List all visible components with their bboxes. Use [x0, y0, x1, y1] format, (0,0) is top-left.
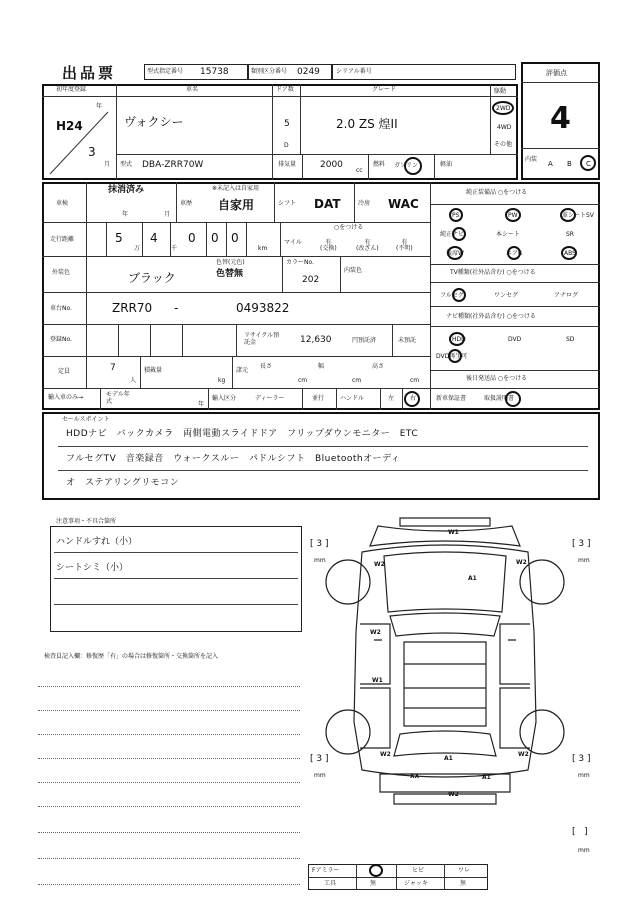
doors-value: 5	[284, 119, 290, 129]
handle-left: 左	[388, 395, 395, 402]
first-reg-month: 3	[88, 145, 96, 159]
equip-airbag: エアB	[506, 250, 523, 257]
recycle-status: 円預託済	[352, 337, 377, 344]
year-unit: 年	[96, 103, 103, 110]
drive-label: 駆動	[494, 88, 507, 95]
color-no-value: 202	[302, 275, 320, 285]
mileage-digit-3: 0	[188, 231, 196, 245]
navi-hdd: HDD	[452, 336, 466, 343]
sales-line-3: オ ステアリングリモコン	[66, 478, 180, 488]
mark-rear: A1	[444, 755, 453, 762]
fuel-circle	[404, 157, 422, 175]
equip-sr: SR	[566, 231, 574, 238]
mark-left-quarter: W2	[380, 751, 391, 758]
bt-mirror-circle	[369, 864, 383, 877]
interior-c: C	[586, 160, 591, 168]
navi-dvd: DVD	[508, 336, 522, 343]
grade-value: 2.0 ZS 煌II	[336, 117, 398, 131]
meter-circle-note: ○をつける	[334, 224, 364, 231]
note-line-2: シートシミ（小）	[56, 563, 129, 573]
interior-a: A	[548, 160, 553, 168]
dvd-play: DVD再生可	[436, 353, 468, 360]
handle-label: ハンドル	[340, 395, 365, 402]
man-unit: 万	[134, 245, 141, 252]
interior-color-label: 内装色	[344, 267, 363, 274]
capacity-value: 7	[110, 363, 116, 373]
bt-break-label: ワレ	[458, 867, 471, 874]
mileage-label: 走行距離	[50, 236, 75, 243]
tire-spare: [ ]	[572, 827, 588, 837]
mark-rear-bumper-a1: A1	[482, 774, 491, 781]
bt-crack-label: ヒビ	[412, 867, 425, 874]
mileage-digit-4: 0	[211, 231, 219, 245]
color-change-value: 色替無	[216, 269, 244, 279]
drive-2wd-circle	[492, 101, 514, 115]
height-cm: cm	[410, 377, 420, 384]
ac-value: WAC	[388, 197, 419, 211]
interior-c-circle	[580, 155, 596, 171]
mark-hood: A1	[468, 575, 477, 582]
tire-rl-unit: mm	[314, 772, 326, 779]
car-damage-diagram	[320, 512, 570, 812]
bt-jack-value: 無	[460, 880, 467, 887]
equip-pw: PW	[508, 212, 518, 219]
color-value: ブラック	[128, 271, 176, 285]
sales-line-2: フルセグTV 音楽録音 ウォークスルー パドルシフト Bluetoothオーディ	[66, 454, 401, 464]
capacity-unit: 人	[130, 377, 137, 384]
equip-navi: 純正ナビ	[440, 231, 465, 238]
diesel-label: 軽油	[440, 161, 453, 168]
import-label: 輸入車のみ→	[48, 394, 84, 401]
equip-leather-circle	[560, 208, 576, 222]
equip-leather: 革シートSV	[562, 212, 594, 219]
load-unit: kg	[218, 377, 226, 384]
equip-airbag-circle	[507, 246, 521, 260]
chassis-dash: -	[174, 301, 179, 315]
mileage-digit-5: 0	[231, 231, 239, 245]
mark-left-rear-door: W1	[372, 677, 383, 684]
shift-label: シフト	[278, 200, 297, 207]
mark-front-left-fender: W2	[374, 561, 385, 568]
equip-navi-circle	[452, 227, 466, 241]
equip-ps-circle	[449, 208, 463, 222]
reg-no-label: 登録No.	[50, 336, 72, 343]
mark-rear-bumper-xx: XX	[410, 773, 420, 780]
import-class-label: 輸入区分	[212, 395, 237, 402]
equip-abs-circle	[561, 246, 577, 260]
equip-rear-w: 後席W	[446, 250, 464, 257]
navi-title: ナビ種類(社外品含む) ○をつける	[446, 313, 536, 320]
mileage-digit-1: 5	[115, 231, 123, 245]
inspection-month-unit: 月	[164, 211, 171, 218]
inspection-label: 車検	[56, 200, 69, 207]
handle-right-circle	[404, 391, 420, 407]
meter-label: マイル	[284, 239, 302, 246]
tv-analog: アナログ	[554, 292, 579, 299]
width-cm: cm	[352, 377, 362, 384]
serial-label: シリアル番号	[336, 68, 372, 75]
tire-rl: [ 3 ]	[310, 754, 329, 764]
drive-2wd: 2WD	[496, 105, 511, 112]
chassis-prefix: ZRR70	[112, 301, 153, 315]
factory-equip-title: 純正装備品 ○をつける	[466, 189, 528, 196]
tv-fullseg: フルセグ	[440, 292, 464, 299]
month-unit: 月	[104, 161, 111, 168]
tire-fr: [ 3 ]	[572, 539, 591, 549]
class-value: 0249	[297, 67, 320, 77]
note-line-1: ハンドルすれ（小）	[56, 537, 138, 547]
displacement-label: 排気量	[278, 161, 297, 168]
doors-label: ドア数	[276, 86, 294, 93]
sales-points-label: セールスポイント	[62, 416, 110, 423]
navi-hdd-circle	[449, 332, 465, 346]
first-reg-label: 初年度登録	[56, 86, 87, 93]
inspection-value: 抹消済み	[108, 185, 145, 195]
equip-ps: PS	[452, 212, 460, 219]
after-warranty: 新車保証書	[436, 395, 467, 402]
model-year-unit: 年	[198, 401, 205, 408]
class-label: 類別区分番号	[251, 68, 288, 75]
mark-right-quarter: W2	[518, 751, 529, 758]
recycle-unpaid: 未預託	[398, 337, 417, 344]
mark-front-right-fender: W2	[516, 559, 527, 566]
handle-right: 右	[410, 395, 417, 402]
inspector-note: 検査員記入欄：修復歴「有」の場合は修復箇所・交換箇所を記入	[44, 653, 219, 660]
meter-opt-1: 有 (交換)	[320, 239, 337, 252]
navi-sd: SD	[566, 336, 575, 343]
capacity-label: 定員	[58, 368, 71, 375]
chassis-label: 車台No.	[50, 305, 72, 312]
equip-abs: ABS	[564, 250, 576, 257]
bt-tool-label: 工具	[324, 880, 337, 887]
equip-rear-w-circle	[447, 246, 463, 260]
notes-label: 注意事項・不具合箇所	[56, 518, 117, 525]
usage-note: ※未記入は自家用	[212, 185, 260, 192]
after-manual-circle	[505, 391, 521, 407]
model-value: DBA-ZRR70W	[142, 160, 204, 170]
sen-unit: 千	[171, 245, 178, 252]
drive-4wd: 4WD	[497, 124, 512, 131]
car-name-label: 車名	[186, 86, 199, 93]
height-label: 高さ	[372, 363, 385, 370]
model-label: 型式	[120, 161, 133, 168]
meter-opt-3: 有 (不明)	[396, 239, 413, 252]
interior-b: B	[567, 160, 572, 168]
usage-label: 車歴	[180, 200, 193, 207]
dvd-play-circle	[448, 349, 462, 363]
first-reg-year: H24	[56, 119, 83, 133]
grade-label: グレード	[372, 86, 397, 93]
load-label: 積載量	[144, 367, 163, 374]
type-cert-label: 型式指定番号	[147, 68, 184, 75]
mark-left-front-door: W2	[370, 629, 381, 636]
type-cert-value: 15738	[200, 67, 229, 77]
bt-tool-value: 無	[370, 880, 377, 887]
score-label: 評価点	[546, 69, 567, 77]
usage-value: 自家用	[218, 198, 255, 212]
model-year-label: モデル年式	[106, 391, 130, 405]
tire-fl-unit: mm	[314, 557, 326, 564]
ac-label: 冷房	[358, 200, 371, 207]
parallel-label: 並行	[312, 395, 325, 402]
bt-jack-label: ジャッキ	[404, 880, 428, 887]
width-label: 幅	[318, 363, 325, 370]
displacement-value: 2000	[320, 160, 343, 170]
length-cm: cm	[298, 377, 308, 384]
car-name-value: ヴォクシー	[124, 115, 184, 129]
bt-mirror-label: Fアミラー	[312, 867, 340, 874]
fuel-value: ガソリン	[394, 162, 419, 169]
sheet-title: 出品票	[62, 64, 117, 82]
doors-d: D	[284, 142, 289, 149]
mileage-digit-2: 4	[150, 231, 158, 245]
color-label: 外装色	[52, 269, 71, 276]
tire-rr-unit: mm	[578, 772, 590, 779]
recycle-value: 12,630	[300, 335, 332, 345]
dims-label: 諸元	[236, 367, 249, 374]
tire-spare-unit: mm	[578, 847, 590, 854]
after-manual: 取扱説明書	[484, 395, 515, 402]
meter-opt-2: 有 (改ざん)	[356, 239, 379, 252]
interior-label: 内装	[525, 156, 538, 163]
sales-line-1: HDDナビ バックカメラ 両側電動スライドドア フリップダウンモニター ETC	[66, 429, 419, 439]
tv-oneseg: ワンセグ	[494, 292, 519, 299]
tv-fullseg-circle	[452, 288, 466, 302]
km-unit: km	[258, 245, 268, 252]
inspection-year-unit: 年	[122, 211, 129, 218]
chassis-number: 0493822	[236, 301, 290, 315]
cc-unit: cc	[356, 167, 363, 174]
drive-other: その他	[494, 141, 513, 148]
color-change-label: 色替(元色)	[216, 259, 245, 266]
dealer-label: ディーラー	[255, 395, 285, 402]
color-no-label: カラーNo.	[286, 259, 314, 266]
tire-fl: [ 3 ]	[310, 539, 329, 549]
shift-value: DAT	[314, 197, 341, 211]
mark-front-bumper: W1	[448, 529, 459, 536]
tire-rr: [ 3 ]	[572, 754, 591, 764]
fuel-label: 燃料	[373, 161, 386, 168]
equip-pw-circle	[505, 208, 521, 222]
tire-fr-unit: mm	[578, 557, 590, 564]
after-title: 後日発送品 ○をつける	[466, 375, 528, 382]
recycle-label: リサイクル預託金	[244, 332, 280, 347]
score-value: 4	[550, 101, 571, 136]
length-label: 長さ	[260, 363, 273, 370]
mark-rear-lower: W2	[448, 791, 459, 798]
equip-seat: 本シート	[496, 231, 521, 238]
tv-title: TV種類(社外品含む) ○をつける	[450, 269, 536, 276]
